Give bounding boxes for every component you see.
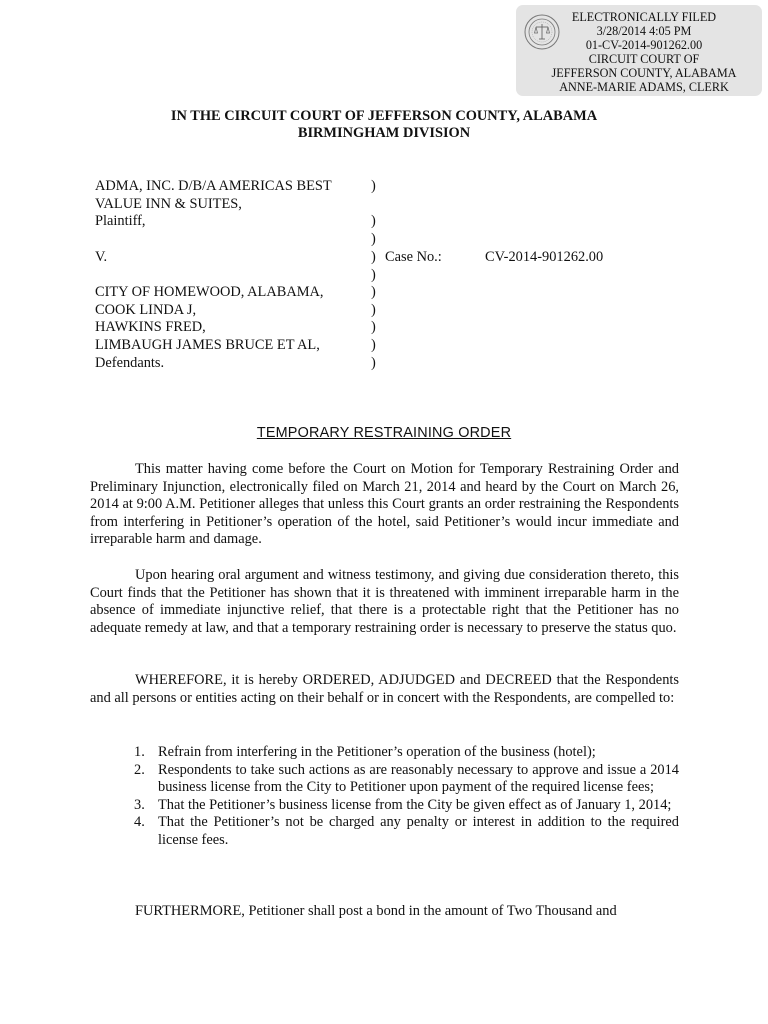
court-division: BIRMINGHAM DIVISION xyxy=(297,125,471,141)
document-title: TEMPORARY RESTRAINING ORDER xyxy=(256,425,512,441)
stamp-line: ANNE-MARIE ADAMS, CLERK xyxy=(559,80,729,94)
body-paragraph: WHEREFORE, it is hereby ORDERED, ADJUDGED and DECREED that the Respondents and all persons or entities acting on their behalf or in concert with the Respondents, are compelled to: xyxy=(90,672,679,706)
list-number: 2. xyxy=(134,761,145,778)
caption-paren: ) xyxy=(371,267,376,283)
caption-paren: ) xyxy=(371,178,376,194)
caption-paren: ) xyxy=(371,231,376,247)
list-text: That the Petitioner’s business license from the City be given effect as of January 1, 2014; xyxy=(158,796,672,813)
list-text: That the Petitioner’s not be charged any penalty or interest in addition to the required license fees. xyxy=(158,814,679,848)
plaintiff-name: ADMA, INC. D/B/A AMERICAS BEST xyxy=(95,178,332,194)
list-item xyxy=(90,762,679,797)
caption-paren: ) xyxy=(371,302,376,318)
stamp-line: 01-CV-2014-901262.00 xyxy=(585,38,703,52)
order-list xyxy=(90,744,679,849)
body-paragraph: FURTHERMORE, Petitioner shall post a bond in the amount of Two Thousand and xyxy=(135,903,617,919)
plaintiff-role: Plaintiff, xyxy=(95,213,146,229)
plaintiff-name: VALUE INN & SUITES, xyxy=(95,196,242,212)
body-paragraph: Upon hearing oral argument and witness testimony, and giving due consideration thereto, this Court finds that the Petitioner has shown that it is threatened with imminent irreparable harm in the absence of immediate injunctive relief, that there is a protectable right that the Petitioner has no adequate remedy at law, and that a temporary restraining order is necessary to preserve the status quo. xyxy=(90,567,679,636)
caption-paren: ) xyxy=(371,284,376,300)
stamp-line: ELECTRONICALLY FILED xyxy=(571,10,717,24)
court-heading: IN THE CIRCUIT COURT OF JEFFERSON COUNTY, ALABAMA xyxy=(170,108,598,124)
list-text: Refrain from interfering in the Petitioner’s operation of the business (hotel); xyxy=(158,744,596,760)
stamp-line: 3/28/2014 4:05 PM xyxy=(596,24,692,38)
list-item xyxy=(90,797,679,815)
stamp-line: JEFFERSON COUNTY, ALABAMA xyxy=(551,66,737,80)
case-number: CV-2014-901262.00 xyxy=(485,249,604,265)
defendant-name: LIMBAUGH JAMES BRUCE ET AL, xyxy=(95,337,320,353)
caption-paren: ) xyxy=(371,319,376,335)
list-number: 1. xyxy=(134,744,145,760)
versus-label: V. xyxy=(95,249,108,265)
caption-paren: ) xyxy=(371,249,376,265)
body-paragraph: This matter having come before the Court on Motion for Temporary Restraining Order and Preliminary Injunction, electronically filed on March 21, 2014 and heard by the Court on March 26, 2014 at 9:00 A.M. Petitioner alleges that unless this Court grants an order restraining the Respondents from interfering in Petitioner’s operation of the hotel, said Petitioner’s would incur immediate and irreparable harm and damage. xyxy=(90,461,679,547)
stamp-line: CIRCUIT COURT OF xyxy=(588,52,700,66)
defendant-name: HAWKINS FRED, xyxy=(95,319,206,335)
caption-paren: ) xyxy=(371,213,376,229)
filing-stamp xyxy=(516,5,762,96)
defendant-role: Defendants. xyxy=(95,355,165,371)
defendant-name: CITY OF HOMEWOOD, ALABAMA, xyxy=(95,284,324,300)
list-item xyxy=(90,814,679,849)
list-number: 4. xyxy=(134,814,145,830)
list-number: 3. xyxy=(134,796,145,813)
case-number-label: Case No.: xyxy=(385,249,442,265)
caption-paren: ) xyxy=(371,337,376,353)
list-item xyxy=(90,744,679,762)
list-text: Respondents to take such actions as are reasonably necessary to approve and issue a 2014 business license from the City to Petitioner upon payment of the required license fees; xyxy=(158,761,679,795)
caption-paren: ) xyxy=(371,355,376,371)
defendant-name: COOK LINDA J, xyxy=(95,302,197,318)
